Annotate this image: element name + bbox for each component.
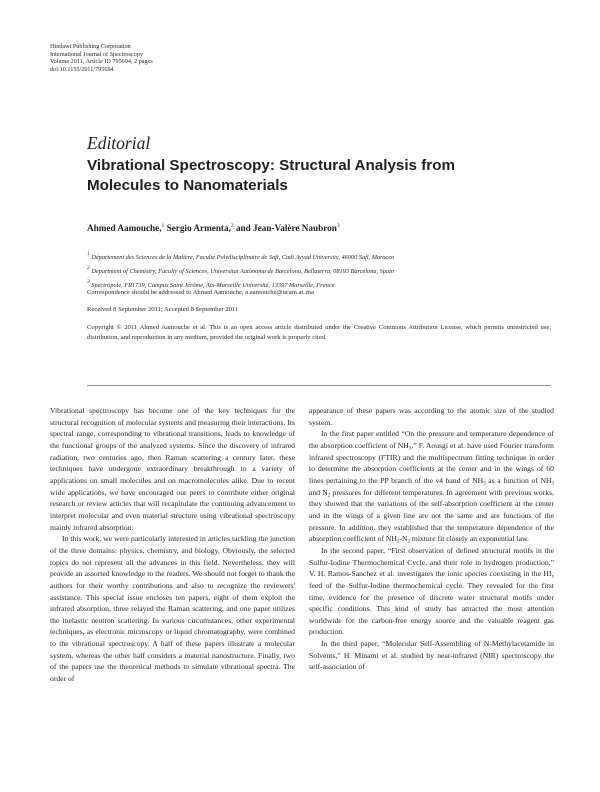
body-column-right bbox=[309, 405, 554, 673]
correspondence: Correspondence should be addressed to Ahmed Aamouche, a.aamouche@ucam.ac.ma bbox=[87, 289, 315, 296]
text-run: ,” F. Aousgi et al. have used Fourier transform infrared spectroscopy (FTIR) and the multispectrum fitting technique in order to determine the absorption coefficients at the center and in the wings of 60 lines pertaining to the PP branch of the ν4 band of NH bbox=[309, 440, 554, 485]
paragraph bbox=[309, 428, 554, 545]
text-run: -N bbox=[399, 534, 408, 544]
subscript: 3 bbox=[551, 481, 554, 487]
subscript: 2 bbox=[327, 493, 331, 499]
paragraph: In this work, we were particularly interested in articles tackling the junction of the three domains: physics, chemistry, and biology. Obviously, the selected topics do not represent all the advances in this field. Nevertheless, they will provide an assorted knowledge to the readers. We should not forget to thank the authors for their worthy contributions and also to recognize the reviewers' assistance. This special issue encloses ten papers, eight of them exploit the infrared absorption, three relayed the Raman scattering, and one paper utilizes the inelastic neutron scattering. In various circumstances, other experimental techniques, as electronic microscopy or liquid chromatography, were combined to the vibrational spectroscopy. A half of these papers illustrate a molecular system, whereas the other half considers a material nanostructure. Finally, two of the papers use the theoretical methods to simulate vibrational spectra. The order of bbox=[50, 534, 295, 684]
affiliations bbox=[87, 249, 394, 291]
author-sup: 2 bbox=[230, 223, 234, 229]
subscript: 3 bbox=[396, 539, 400, 545]
aff-text: Department of Chemistry, Faculty of Sciences, Universitat Autònoma de Barcelona, Bellaterra, 08193 Barcelona, Spain bbox=[89, 268, 394, 275]
aff-text: Département des Sciences de la Matière, Faculté Polydisciplinaire de Safi, Cadi Ayyad University, 46000 Safi, Morocco bbox=[89, 254, 395, 261]
section-label: Editorial bbox=[87, 133, 151, 153]
copyright-notice: Copyright © 2011 Ahmed Aamouche et al. This is an open access article distributed under the Creative Commons Attribution License, which permits unrestricted use, distribution, and reproduction in any medium, provided the original work is properly cited. bbox=[87, 324, 551, 341]
text-run: as a function of NH bbox=[485, 475, 552, 485]
text-run: and N bbox=[309, 487, 328, 497]
publisher: Hindawi Publishing Corporation bbox=[50, 43, 131, 50]
paragraph: appearance of these papers was according to the atomic size of the studied system. bbox=[309, 406, 554, 427]
journal-name: International Journal of Spectroscopy bbox=[50, 50, 143, 58]
author-name: Sergio Armenta, bbox=[164, 223, 231, 233]
aff-sup: 2 bbox=[87, 265, 90, 271]
paragraph: In the third paper, “Molecular Self-Assembling of N-Methylacetamide in Solvents,” H. Minami et al. studied by near-infrared (NIR) spectroscopy the self-association of bbox=[309, 639, 554, 672]
body-column-left bbox=[50, 405, 295, 685]
divider bbox=[87, 385, 551, 386]
text-run: feed of the Sulfur-Iodine thermochemical cycle. They revealed for the first time, evidence for the presence of discrete water structural motifs under specific conditions. This kind of study has attracted the most attention worldwide for the carbon-free energy source and the valuable reagent gas production. bbox=[309, 580, 554, 637]
doi[interactable]: doi:10.1155/2011/795694 bbox=[50, 65, 114, 73]
author-name: Ahmed Aamouche, bbox=[87, 223, 162, 233]
received-dates: Received 8 September 2011; Accepted 8 September 2011 bbox=[87, 306, 239, 313]
volume-line: Volume 2011, Article ID 795694, 2 pages bbox=[50, 58, 153, 66]
text-run: In the second paper, “First observation of defined structural motifs in the Sulfur-Iodine Thermochemical Cycle, and their role in hydrogen production,” V. H. Ramos-Sanchez et al. investigates the ionic species coexisting in the HI bbox=[309, 545, 554, 579]
subscript: 3 bbox=[483, 481, 486, 487]
text-run: mixture fit closely an exponential law. bbox=[409, 534, 529, 544]
subscript: x bbox=[551, 574, 554, 580]
subscript: 2 bbox=[407, 539, 410, 545]
aff-sup: 3 bbox=[87, 279, 90, 285]
paragraph bbox=[309, 545, 554, 638]
aff-sup: 1 bbox=[87, 251, 90, 257]
author-list bbox=[87, 223, 340, 233]
aff-text: Spectropole, FR1739, Campus Saint Jérôme, Aix-Marseille Université, 13397 Marseille, France bbox=[89, 282, 335, 289]
affiliation bbox=[87, 263, 394, 277]
paragraph: Vibrational spectroscopy has become one of the key techniques for the structural recognition of molecular systems and measuring their interactions. Its spectral range, corresponding to vibrational transitions, leads to knowledge of the functional groups of the analyzed systems. Since the discovery of infrared radiation, two centuries ago, then Raman scattering a century later, these techniques have undergone extraordinary breakthrough to a variety of applications on small molecules and on macromolecules alike. Due to recent wide applications, we have encouraged our peers to contribute either original research or review articles that will recapitulate the continuing advancement to interpret molecular and even material structure using vibrational spectroscopy mainly infrared absorption. bbox=[50, 406, 295, 532]
text-run: pressures for different temperatures. In agreement with previous works, they showed that the variations of the self-absorption coefficient at the center and in the wings of a given line are not the same and are functions of the pressure. In addition, they established that the temperature dependence of the absorption coefficient of NH bbox=[309, 487, 554, 544]
journal-header bbox=[50, 43, 153, 73]
article-title: Vibrational Spectroscopy: Structural Analysis from Molecules to Nanomaterials bbox=[87, 157, 455, 194]
author-sup: 1 bbox=[161, 223, 165, 229]
author-sup: 3 bbox=[336, 223, 340, 229]
author-name: and Jean-Valère Naubron bbox=[233, 223, 337, 233]
subscript: 3 bbox=[408, 446, 412, 452]
text-run: In the first paper entitled “On the pressure and temperature dependence of the absorption coefficient of NH bbox=[309, 429, 554, 450]
affiliation bbox=[87, 249, 394, 263]
